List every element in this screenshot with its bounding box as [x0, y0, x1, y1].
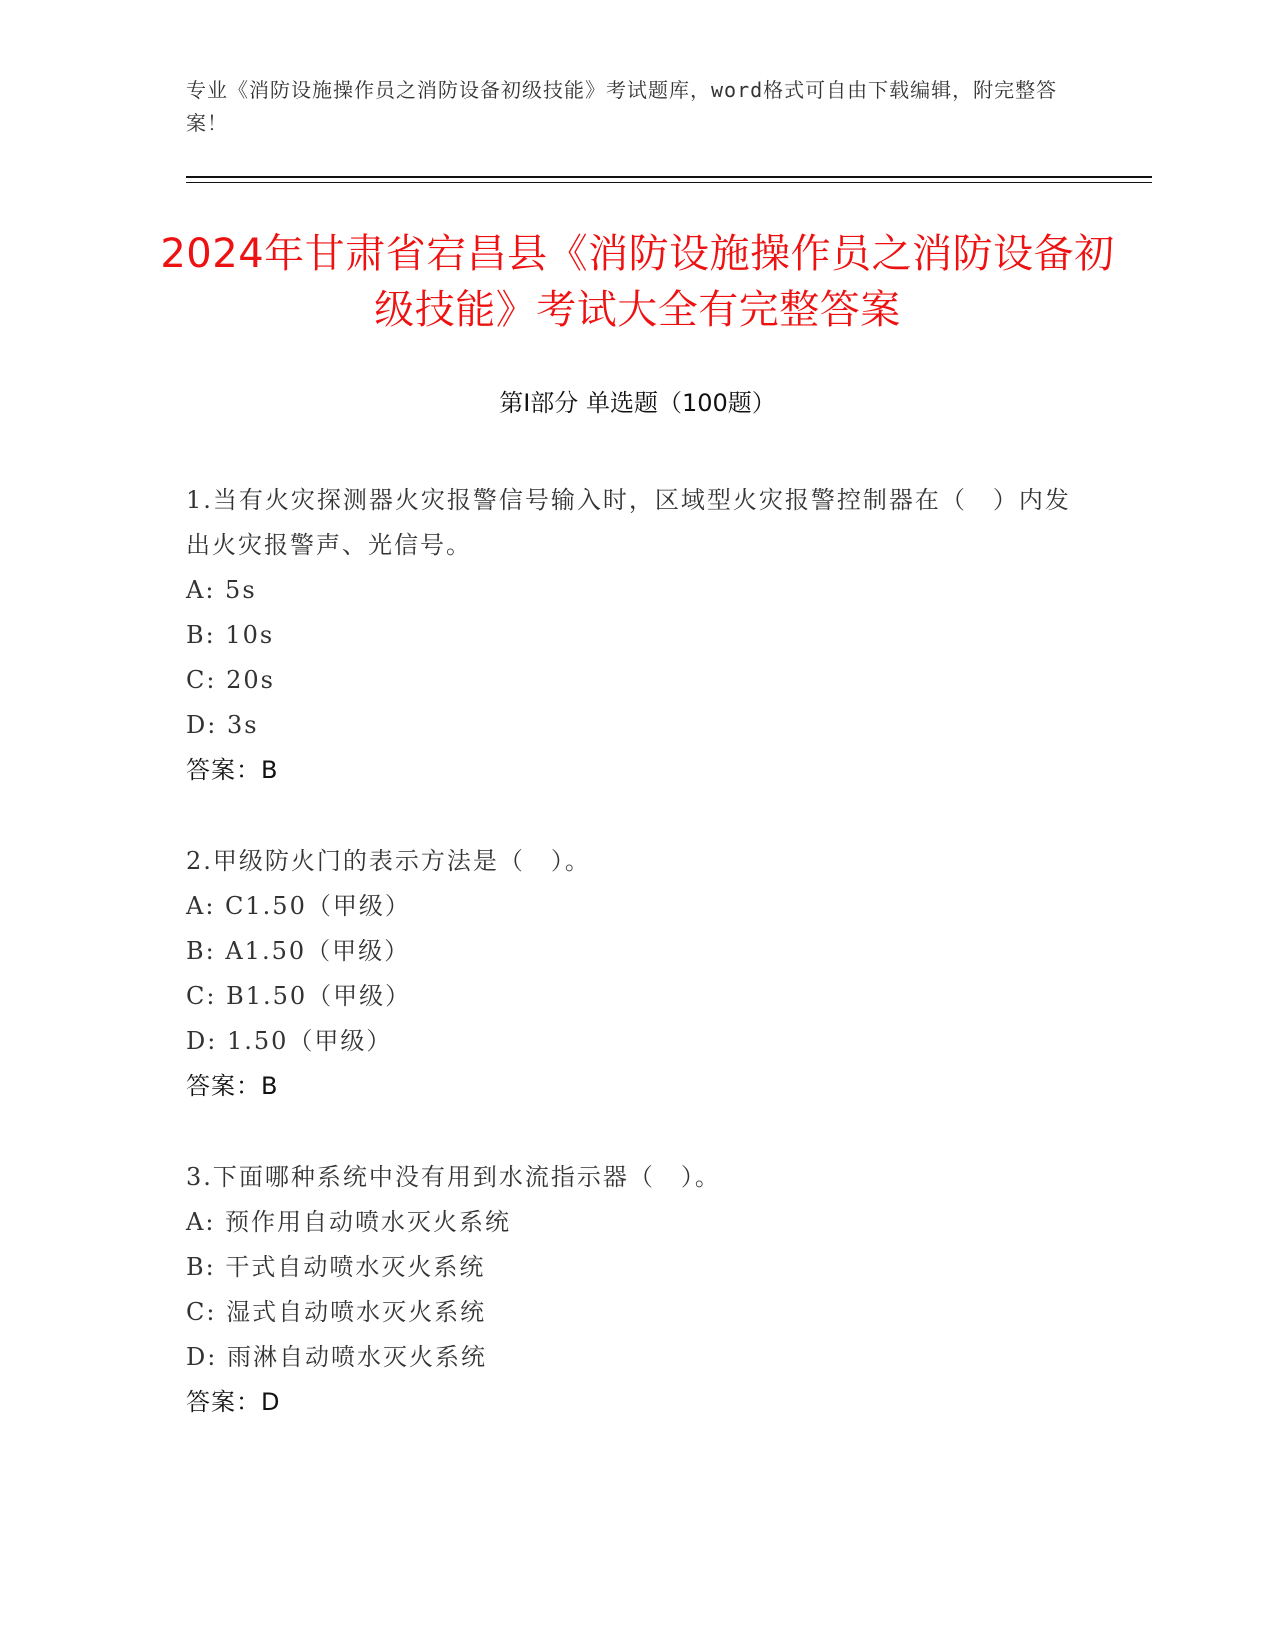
question-item: [186, 839, 1086, 1109]
document-title: 2024年甘肃省宕昌县《消防设施操作员之消防设备初级技能》考试大全有完整答案: [160, 231, 1115, 333]
section-heading: 第Ⅰ部分 单选题（100题）: [499, 389, 776, 417]
option-d: D: 3s: [186, 711, 259, 739]
question-stem: 2.甲级防火门的表示方法是（ ）。: [186, 847, 591, 875]
question-list: [186, 478, 1086, 1471]
option-c: C: 20s: [186, 666, 275, 694]
answer-label: 答案：B: [186, 756, 279, 784]
option-a: A: 预作用自动喷水灭火系统: [186, 1208, 512, 1236]
option-b: B: 10s: [186, 621, 275, 649]
option-b: B: 干式自动喷水灭火系统: [186, 1253, 486, 1281]
question-stem: 3.下面哪种系统中没有用到水流指示器（ ）。: [186, 1163, 721, 1191]
question-item: [186, 1155, 1086, 1425]
answer-label: 答案：B: [186, 1072, 279, 1100]
question-stem: 1.当有火灾探测器火灾报警信号输入时，区域型火灾报警控制器在（ ）内发出火灾报警声、光信号。: [186, 486, 1071, 559]
header-rule-thick: [186, 176, 1152, 178]
header-rule-thin: [186, 182, 1152, 183]
option-c: C: B1.50（甲级）: [186, 982, 412, 1010]
option-d: D: 1.50（甲级）: [186, 1027, 393, 1055]
option-d: D: 雨淋自动喷水灭火系统: [186, 1343, 487, 1371]
header-note: 专业《消防设施操作员之消防设备初级技能》考试题库，word格式可自由下载编辑，附完整答案！: [186, 78, 1058, 135]
option-a: A: C1.50（甲级）: [186, 892, 411, 920]
option-a: A: 5s: [186, 576, 257, 604]
option-c: C: 湿式自动喷水灭火系统: [186, 1298, 487, 1326]
answer-label: 答案：D: [186, 1388, 281, 1416]
question-item: [186, 478, 1086, 793]
option-b: B: A1.50（甲级）: [186, 937, 411, 965]
